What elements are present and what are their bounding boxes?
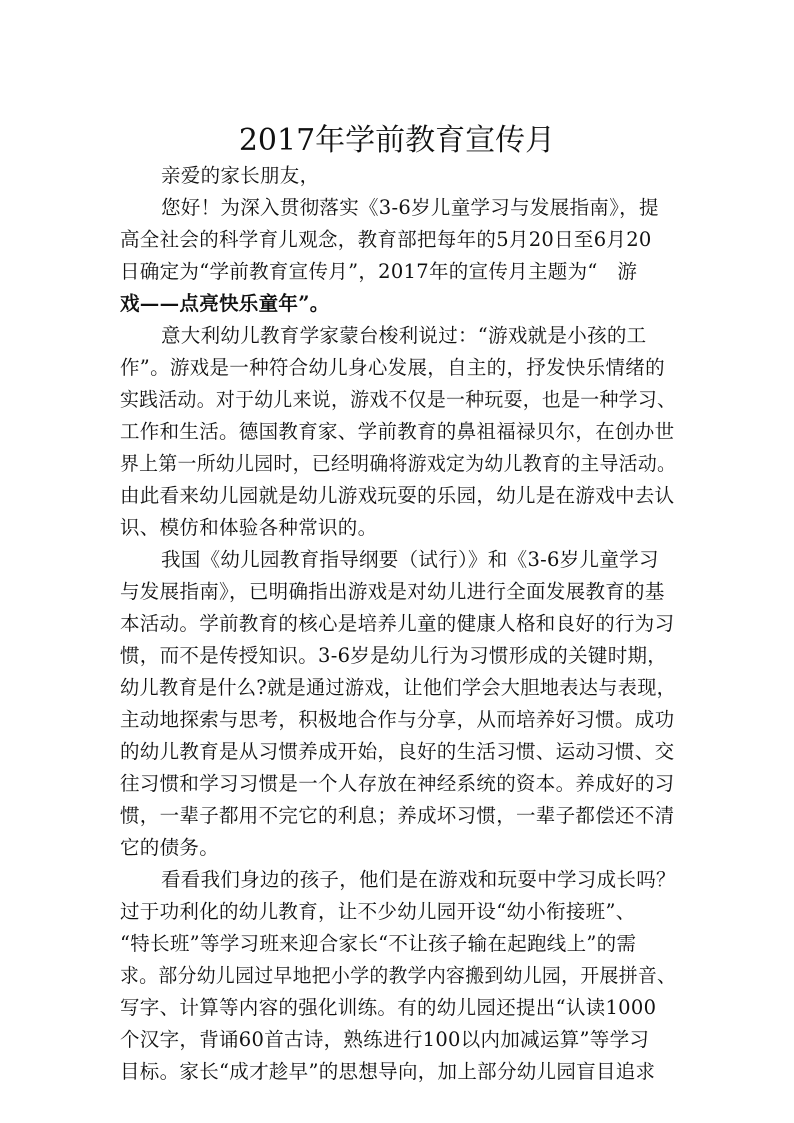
- text-line: 高全社会的科学育儿观念，教育部把每年的5月20日至6月20: [120, 228, 652, 251]
- text-line: 写字、计算等内容的强化训练。有的幼儿园还提出“认读1000: [120, 996, 657, 1019]
- salutation: 亲爱的家长朋友，: [161, 164, 320, 187]
- text-line: 界上第一所幼儿园时，已经明确将游戏定为幼儿教育的主导活动。: [120, 452, 677, 475]
- text-line: 作”。游戏是一种符合幼儿身心发展，自主的，抒发快乐情绪的: [120, 356, 665, 379]
- text-line: 本活动。学前教育的核心是培养儿童的健康人格和良好的行为习: [120, 612, 675, 635]
- text-line-theme: 戏——点亮快乐童年”。: [120, 292, 330, 315]
- text-line: 识、模仿和体验各种常识的。: [120, 516, 378, 539]
- text-line: 目标。家长“成才趁早”的思想导向，加上部分幼儿园盲目追求: [120, 1060, 656, 1083]
- text-line: 我国《幼儿园教育指导纲要（试行）》和《3-6岁儿童学习: [161, 548, 659, 571]
- text-line: 个汉字，背诵60首古诗，熟练进行100以内加减运算”等学习: [120, 1028, 650, 1051]
- text-line: 实践活动。对于幼儿来说，游戏不仅是一种玩耍，也是一种学习、: [120, 388, 677, 411]
- text-line: “特长班”等学习班来迎合家长“不让孩子输在起跑线上”的需: [120, 932, 637, 955]
- text-line: 您好！为深入贯彻落实《3-6岁儿童学习与发展指南》，提: [161, 196, 659, 219]
- text-line: 意大利幼儿教育学家蒙台梭利说过：“游戏就是小孩的工: [161, 324, 647, 347]
- page-title: 2017年学前教育宣传月: [238, 123, 556, 158]
- text-line: 工作和生活。德国教育家、学前教育的鼻祖福禄贝尔，在创办世: [120, 420, 675, 443]
- text-line: 日确定为“学前教育宣传月”，2017年的宣传月主题为“ 游: [120, 260, 638, 283]
- text-line: 的幼儿教育是从习惯养成开始，良好的生活习惯、运动习惯、交: [120, 740, 675, 763]
- text-line: 往习惯和学习习惯是一个人存放在神经系统的资本。养成好的习: [120, 772, 675, 795]
- text-line: 主动地探索与思考，积极地合作与分享，从而培养好习惯。成功: [120, 708, 675, 731]
- text-line: 过于功利化的幼儿教育，让不少幼儿园开设“幼小衔接班”、: [120, 900, 636, 923]
- text-line: 惯，而不是传授知识。3-6岁是幼儿行为习惯形成的关键时期，: [120, 644, 668, 667]
- text-line: 由此看来幼儿园就是幼儿游戏玩耍的乐园，幼儿是在游戏中去认: [120, 484, 675, 507]
- text-line: 幼儿教育是什么?就是通过游戏，让他们学会大胆地表达与表现，: [120, 676, 677, 699]
- text-line: 求。部分幼儿园过早地把小学的教学内容搬到幼儿园，开展拼音、: [120, 964, 677, 987]
- text-line: 与发展指南》，已明确指出游戏是对幼儿进行全面发展教育的基: [120, 580, 665, 603]
- text-line: 看看我们身边的孩子，他们是在游戏和玩耍中学习成长吗？: [161, 868, 676, 891]
- text-line: 它的债务。: [120, 836, 220, 859]
- text-line: 惯，一辈子都用不完它的利息；养成坏习惯，一辈子都偿还不清: [120, 804, 675, 827]
